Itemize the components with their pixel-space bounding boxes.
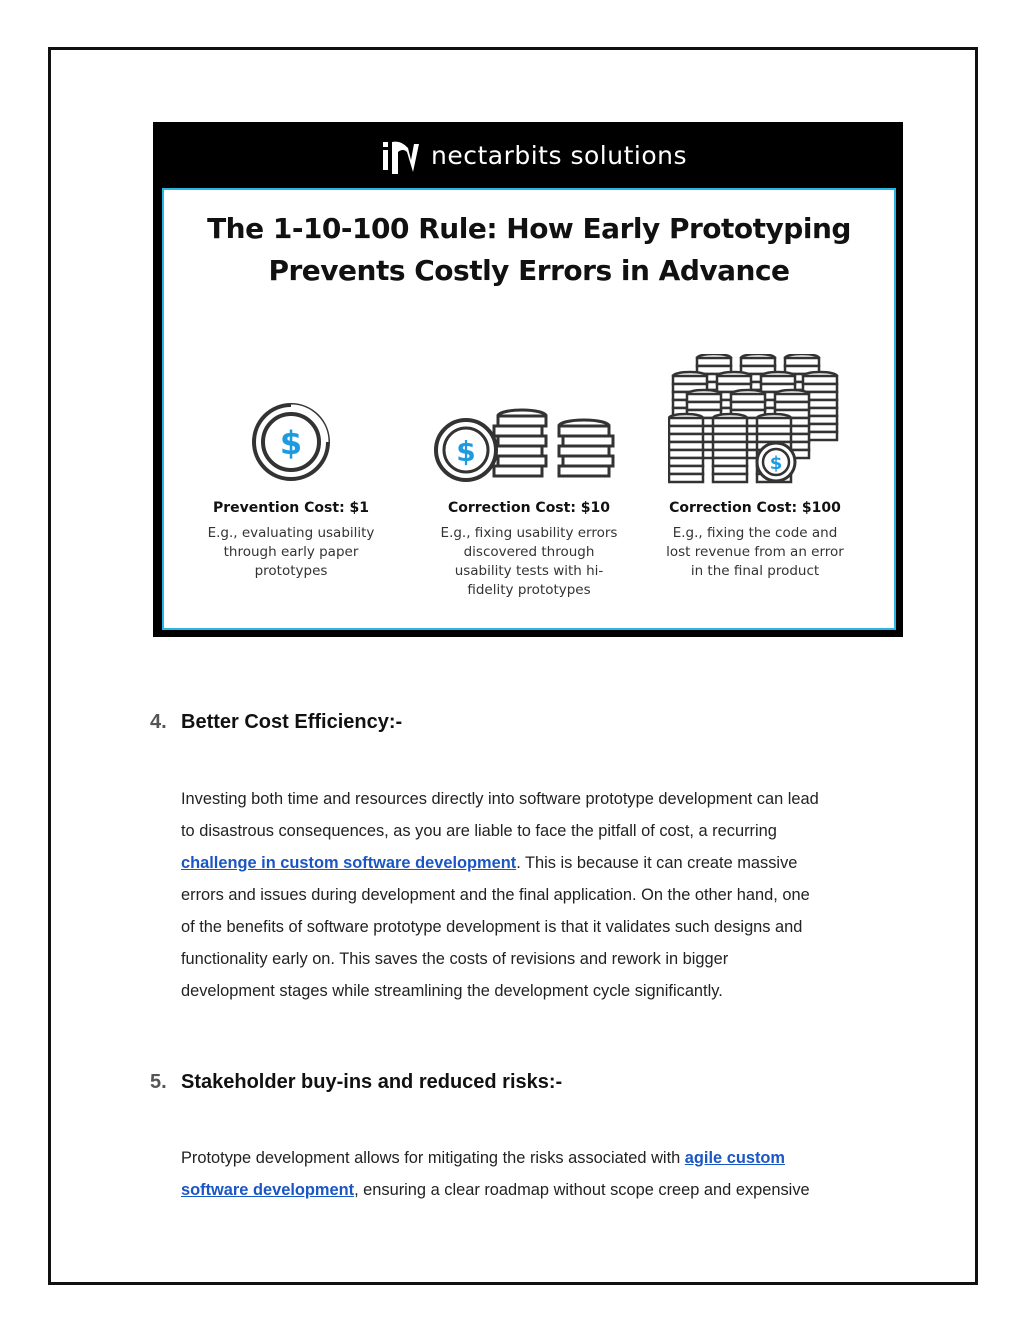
agile-development-link-part-2[interactable]: software development [181, 1181, 355, 1199]
svg-text:$: $ [279, 424, 303, 462]
large-coin-stacks-icon [668, 354, 840, 484]
infographic-title [164, 208, 894, 292]
correction-cost-100-title: Correction Cost: $100 [669, 500, 841, 516]
dollar-coin-icon [251, 402, 331, 482]
custom-software-challenge-link[interactable]: challenge in custom software development [181, 854, 517, 872]
section-number: 4. [150, 711, 167, 733]
section-number: 5. [150, 1071, 167, 1093]
nectarbits-logo-icon [381, 138, 423, 178]
title-line-1: The 1-10-100 Rule: How Early Prototyping [207, 212, 851, 245]
section-5-paragraph [181, 1142, 911, 1206]
prevention-cost-desc: E.g., evaluating usability through early paper prototypes [207, 525, 375, 579]
section-title: Better Cost Efficiency:- [181, 711, 403, 733]
text-line: Investing both time and resources directly into software prototype development can lead [181, 790, 819, 808]
text-line: to disastrous consequences, as you are liable to face the pitfall of cost, a recurring [181, 822, 777, 840]
svg-text:$: $ [769, 453, 783, 474]
correction-cost-10-title: Correction Cost: $10 [447, 500, 611, 516]
infographic-image [153, 122, 903, 637]
correction-cost-10-desc: E.g., fixing usability errors discovered through usability tests with hi- fidelity prototypes [440, 525, 618, 598]
text-line: functionality early on. This saves the costs of revisions and rework in bigger [181, 950, 729, 968]
section-4-paragraph [181, 783, 911, 1007]
title-line-2: Prevents Costly Errors in Advance [268, 254, 790, 287]
rule-card [162, 188, 896, 630]
section-heading-4 [150, 711, 402, 734]
section-title: Stakeholder buy-ins and reduced risks:- [181, 1071, 563, 1093]
text-line: of the benefits of software prototype development is that it validates such designs and [181, 918, 803, 936]
svg-text:$: $ [456, 435, 476, 468]
text-line: Prototype development allows for mitigating the risks associated with agile custom [181, 1149, 785, 1167]
text-line: challenge in custom software development. This is because it can create massive [181, 854, 798, 872]
text-line: software development, ensuring a clear roadmap without scope creep and expensive [181, 1181, 810, 1199]
prevention-cost-title: Prevention Cost: $1 [212, 500, 370, 516]
coin-stacks-icon [434, 408, 624, 484]
text-line: development stages while streamlining the development cycle significantly. [181, 982, 723, 1000]
section-heading-5 [150, 1071, 562, 1094]
brand-header [153, 122, 903, 188]
brand-name: nectarbits solutions [431, 141, 687, 170]
agile-development-link-part-1[interactable]: agile custom [684, 1149, 785, 1167]
correction-cost-100-desc: E.g., fixing the code and lost revenue from an error in the final product [666, 525, 844, 579]
text-line: errors and issues during development and the final application. On the other hand, one [181, 886, 810, 904]
